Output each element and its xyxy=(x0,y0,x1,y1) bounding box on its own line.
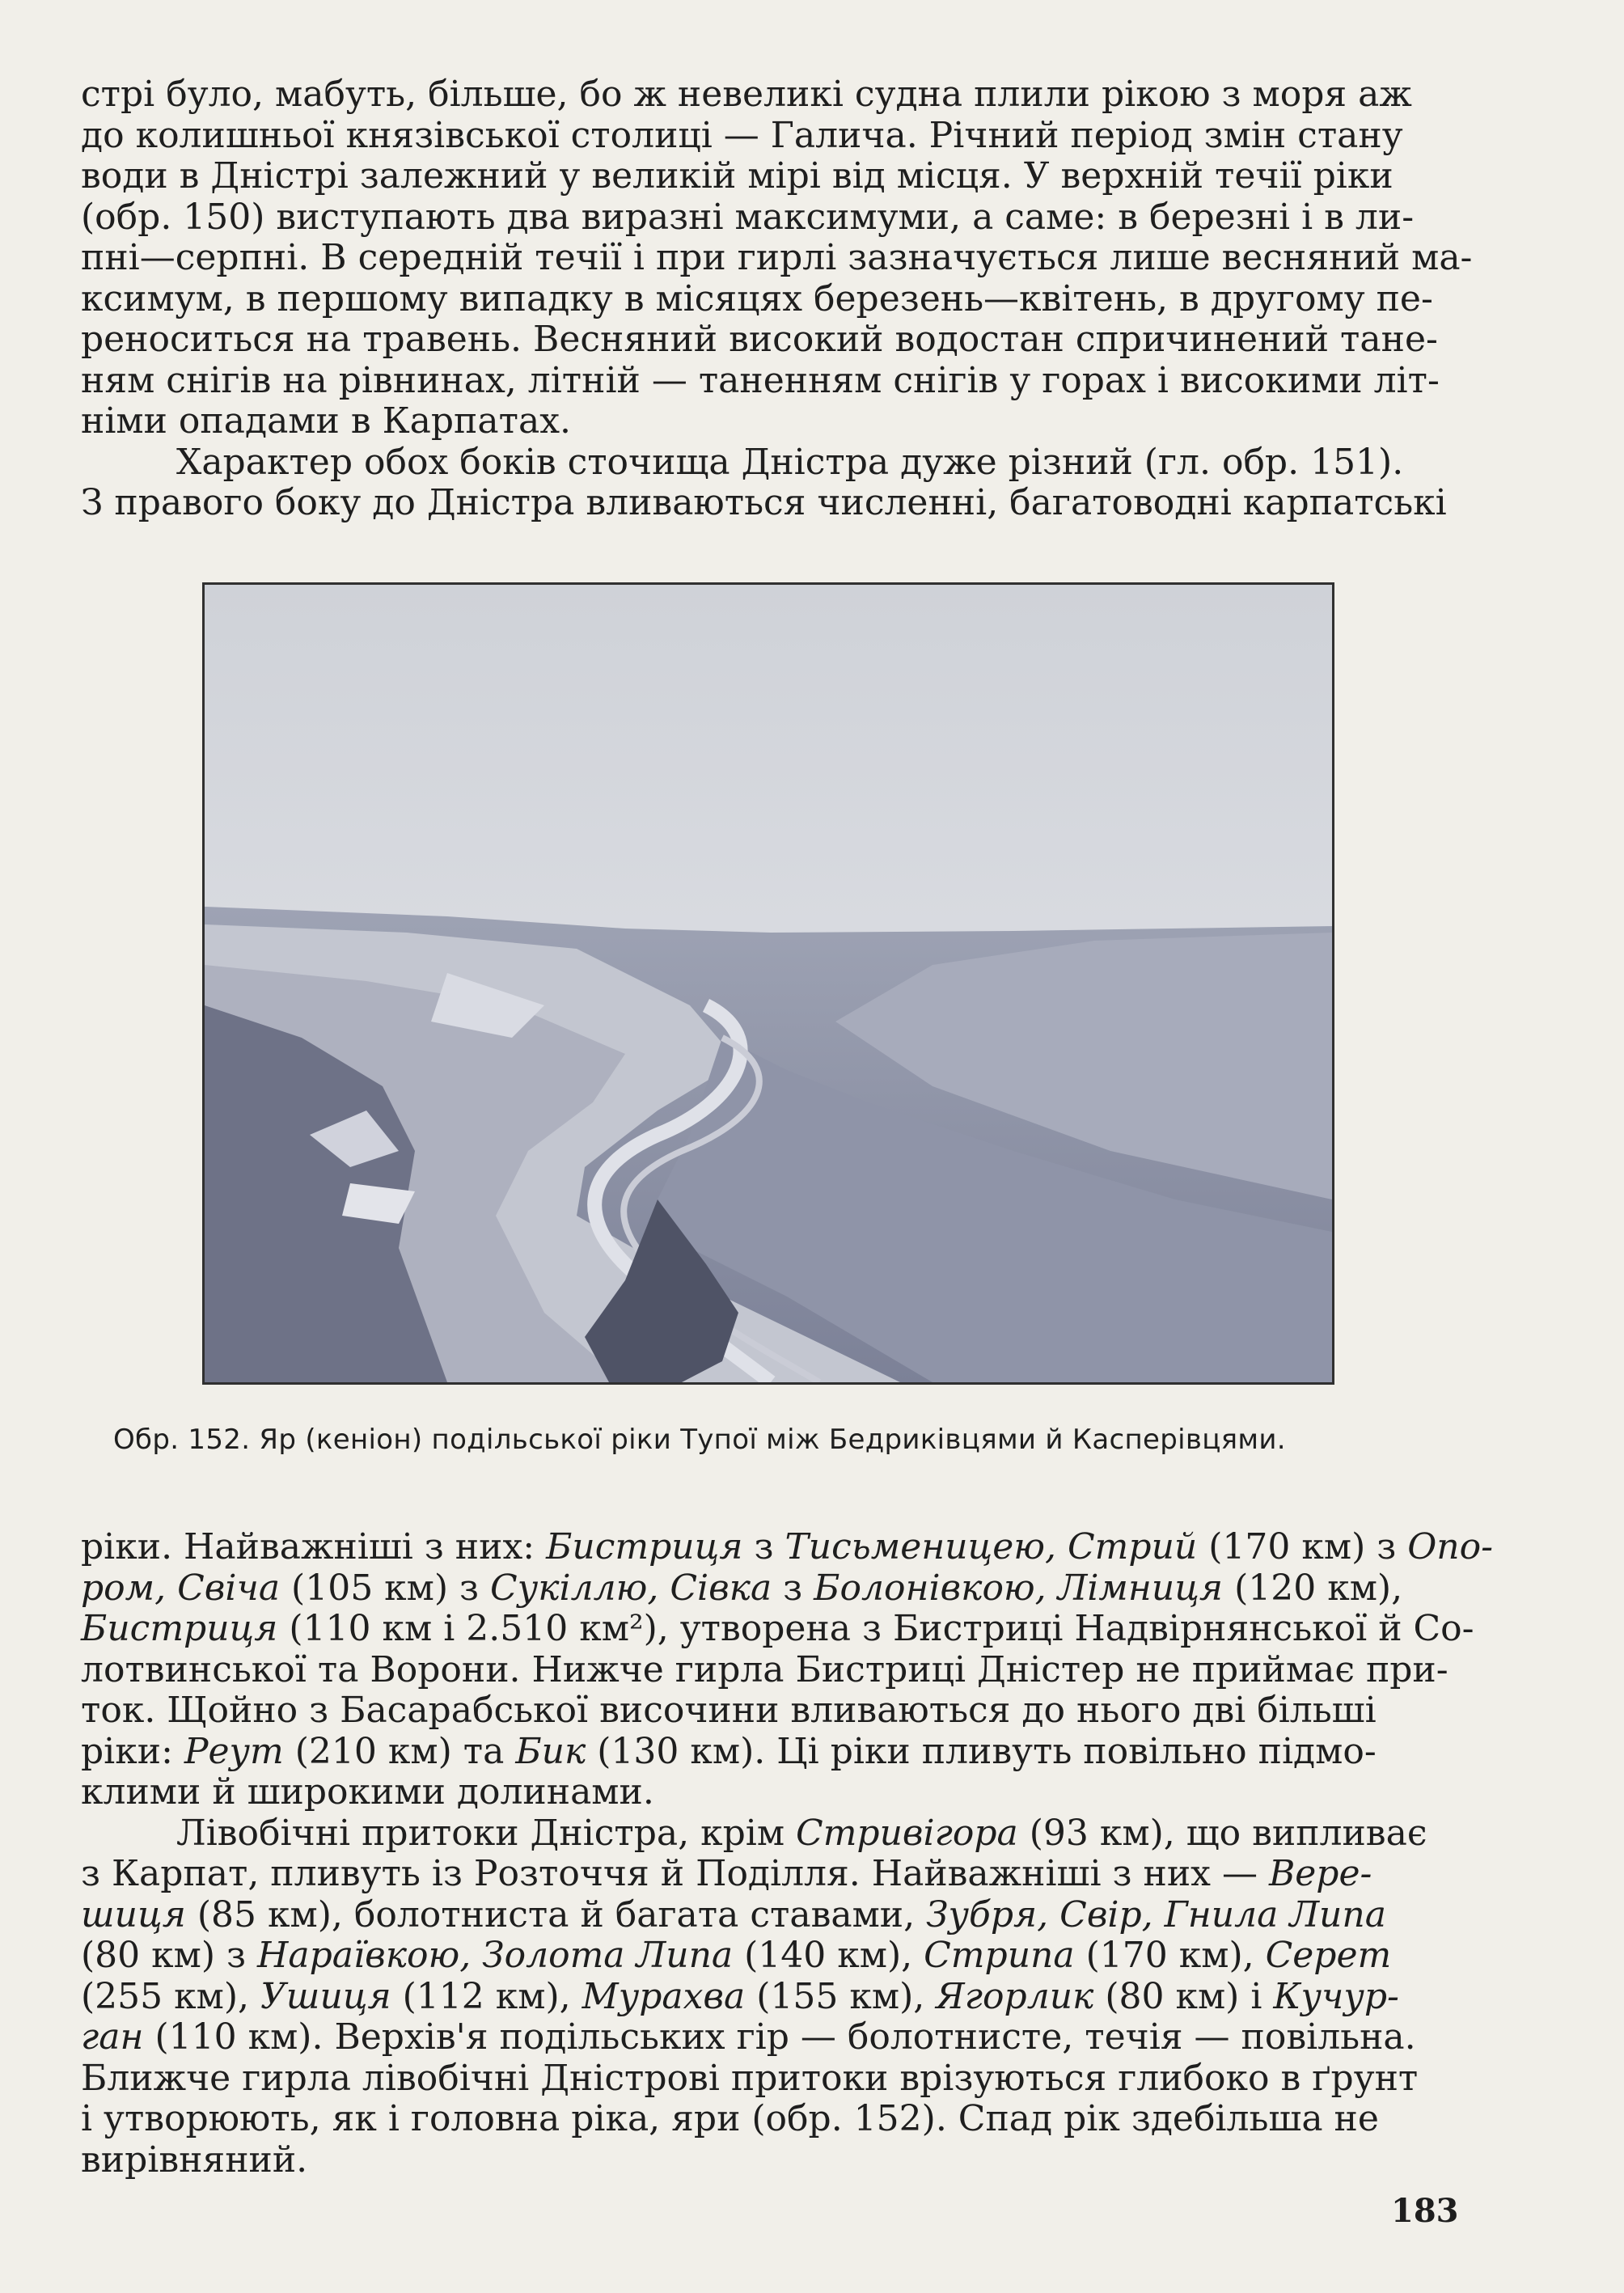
text-line: пні—серпні. В середній течії і при гирлі зазначується лише весняний ма- xyxy=(81,237,1473,278)
text-line xyxy=(81,1568,1456,1610)
river-name: Болонівкою, Лімниця xyxy=(814,1567,1224,1609)
text-paragraph-top xyxy=(81,74,1473,524)
text-line xyxy=(81,1977,1456,2018)
text-line xyxy=(81,2017,1456,2058)
text-line xyxy=(81,1526,1494,1568)
river-name: Мурахва xyxy=(582,1975,746,2017)
text-run: ріки: xyxy=(81,1730,184,1772)
text-line: води в Дністрі залежний у великій мірі від місця. У верхній течії ріки xyxy=(81,155,1394,197)
text-line: лотвинської та Ворони. Нижче гирла Бистриці Дністер не приймає при- xyxy=(81,1648,1448,1690)
river-name: ган xyxy=(81,2016,144,2058)
text-run: (170 км), xyxy=(1074,1935,1266,1976)
river-name: Зубря, Свір, Гнила Липа xyxy=(926,1893,1386,1936)
canyon-photograph xyxy=(202,582,1334,1385)
text-run: (130 км). Ці ріки пливуть повільно підмо- xyxy=(586,1730,1377,1772)
text-run: (85 км), болотниста й багата ставами, xyxy=(185,1893,927,1936)
figure-caption: Обр. 152. Яр (кеніон) подільської ріки Тупої між Бедриківцями й Касперівцями. xyxy=(113,1424,1286,1456)
river-name: Ягорлик xyxy=(936,1975,1094,2017)
river-name: Бистриця xyxy=(546,1526,743,1567)
river-name: шиця xyxy=(81,1893,186,1936)
river-name: Реут xyxy=(184,1730,284,1772)
text-run: (120 км), xyxy=(1223,1567,1403,1609)
text-line: З правого боку до Дністра вливаються численні, багатоводні карпатські xyxy=(81,482,1447,523)
text-line xyxy=(81,1895,1456,1936)
text-run: (80 км) і xyxy=(1093,1975,1274,2017)
text-line xyxy=(81,1936,1456,1977)
river-name: Опо- xyxy=(1407,1526,1494,1567)
text-line: і утворюють, як і головна ріка, яри (обр. 152). Спад рік здебільша не xyxy=(81,2098,1379,2139)
text-run: Лівобічні притоки Дністра, крім xyxy=(176,1812,797,1854)
text-run: (110 км і 2.510 км²), утворена з Бистриці Надвірнянської й Со- xyxy=(277,1608,1474,1649)
river-name: Серет xyxy=(1265,1935,1392,1976)
text-line: (обр. 150) виступають два виразні максимуми, а саме: в березні і в ли- xyxy=(81,196,1415,238)
text-run: (210 км) та xyxy=(283,1730,516,1772)
text-run: (80 км) з xyxy=(81,1935,258,1976)
text-run: (105 км) з xyxy=(280,1567,491,1609)
text-line: ксимум, в першому випадку в місяцях березень—квітень, в другому пе- xyxy=(81,277,1433,319)
text-line: Ближче гирла лівобічні Дністрові притоки врізуються глибоко в ґрунт xyxy=(81,2057,1419,2099)
text-run: з xyxy=(742,1526,785,1567)
text-line xyxy=(81,1732,1456,1773)
text-run: з xyxy=(772,1567,814,1609)
text-line: ток. Щойно з Басарабської височини вливаються до нього дві більші xyxy=(81,1690,1377,1731)
river-name: Сукіллю, Сівка xyxy=(490,1567,772,1609)
text-run: ріки. Найважніші з них: xyxy=(81,1526,547,1567)
river-name: Стрипа xyxy=(924,1935,1075,1976)
river-name: ром, Свіча xyxy=(81,1567,281,1609)
river-name: Бистриця xyxy=(81,1608,278,1649)
river-name: Нараївкою, Золота Липа xyxy=(257,1935,734,1976)
text-line: до колишньої князівської столиці — Галича. Річний період змін стану xyxy=(81,114,1403,156)
text-line: стрі було, мабуть, більше, бо ж невеликі судна плили рікою з моря аж xyxy=(81,74,1412,115)
text-run: (110 км). Верхів'я подільських гір — болотнисте, течія — повільна. xyxy=(143,2016,1416,2058)
text-run: (255 км), xyxy=(81,1975,260,2017)
text-line xyxy=(81,1854,1456,1895)
text-run: (170 км) з xyxy=(1197,1526,1408,1567)
river-name: Ушиця xyxy=(260,1975,391,2017)
river-name: Вере- xyxy=(1268,1853,1372,1894)
text-line: клими й широкими долинами. xyxy=(81,1771,654,1813)
text-run: (93 км), що випливає xyxy=(1017,1812,1427,1854)
text-line: ням снігів на рівнинах, літній — таненням снігів у горах і високими літ- xyxy=(81,359,1440,401)
river-name: Тисьменицею, Стрий xyxy=(785,1526,1198,1567)
page-number: 183 xyxy=(1391,2192,1459,2230)
text-line: реноситься на травень. Весняний високий водостан спричинений тане- xyxy=(81,319,1438,360)
text-line: вирівняний. xyxy=(81,2139,308,2181)
text-run: (140 км), xyxy=(733,1935,924,1976)
text-line xyxy=(81,1608,1474,1650)
river-name: Бик xyxy=(515,1730,586,1772)
river-name: Кучур- xyxy=(1273,1975,1399,2017)
text-line xyxy=(81,1813,1456,1855)
river-name: Стривігора xyxy=(796,1812,1018,1854)
text-run: з Карпат, пливуть із Розточчя й Поділля. Найважніші з них — xyxy=(81,1853,1269,1894)
text-paragraph-bottom xyxy=(81,1526,1494,2181)
text-line: Характер обох боків сточища Дністра дуже різний (гл. обр. 151). xyxy=(176,441,1404,483)
text-run: (112 км), xyxy=(391,1975,582,2017)
text-line: німи опадами в Карпатах. xyxy=(81,400,571,442)
text-run: (155 км), xyxy=(745,1975,937,2017)
